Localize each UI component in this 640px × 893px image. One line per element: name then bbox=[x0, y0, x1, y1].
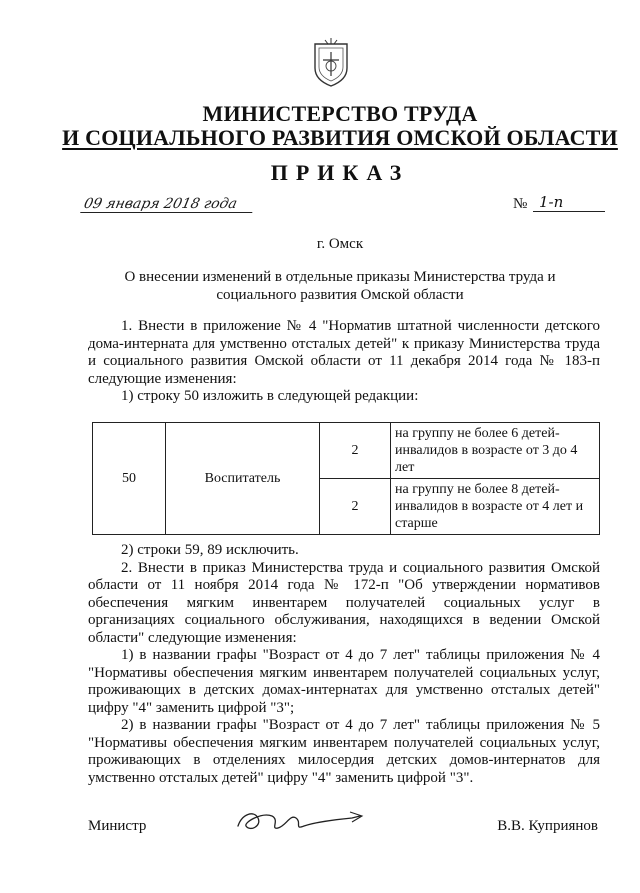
minister-title: Министр bbox=[88, 818, 147, 834]
order-number: 1-п bbox=[533, 193, 605, 212]
signature-icon bbox=[232, 802, 382, 838]
item-2-sub-2: 2) в названии графы "Возраст от 4 до 7 лет" таблицы приложения № 5 "Нормативы обеспечения мягким инвентарем получателей социальных услуг, проживающих в отделениях милосердия детских домов-интернатов для умственно отсталых детей" цифру "4" заменить цифрой "3". bbox=[88, 717, 600, 786]
item-1-sub-2: 2) строки 59, 89 исключить. bbox=[121, 542, 299, 558]
ministry-name-line1: МИНИСТЕРСТВО ТРУДА bbox=[202, 101, 478, 126]
minister-name: В.В. Куприянов bbox=[497, 818, 598, 834]
norm-description-cell: на группу не более 6 детей-инвалидов в возрасте от 3 до 4 лет bbox=[391, 423, 600, 479]
subject-line1: О внесении изменений в отдельные приказы Министерства труда и bbox=[124, 269, 556, 285]
order-title: ПРИКАЗ bbox=[270, 160, 410, 185]
paragraph-2 bbox=[88, 542, 600, 787]
coat-of-arms-icon bbox=[311, 38, 351, 88]
order-number-label: № bbox=[513, 196, 528, 212]
subject-line2: социального развития Омской области bbox=[216, 287, 464, 303]
city: г. Омск bbox=[316, 236, 364, 252]
item-1-sub-1: 1) строку 50 изложить в следующей редакции: bbox=[121, 388, 419, 404]
order-date: 09 января 2018 года bbox=[80, 196, 256, 213]
table-row bbox=[93, 423, 600, 479]
quantity-cell: 2 bbox=[320, 423, 391, 479]
quantity-cell: 2 bbox=[320, 479, 391, 535]
row-number-cell: 50 bbox=[93, 423, 166, 535]
ministry-name-line2: И СОЦИАЛЬНОГО РАЗВИТИЯ ОМСКОЙ ОБЛАСТИ bbox=[62, 125, 618, 150]
order-subject bbox=[100, 268, 580, 304]
item-2-sub-1: 1) в названии графы "Возраст от 4 до 7 лет" таблицы приложения № 4 "Нормативы обеспечения мягким инвентарем получателей социальных услуг, проживающих в детских домах-интернатах для умственно отсталых детей" цифру "4" заменить цифрой "3"; bbox=[88, 647, 600, 716]
position-cell: Воспитатель bbox=[166, 423, 320, 535]
item-2-text: 2. Внести в приказ Министерства труда и социального развития Омской области от 11 ноября 2014 года № 172-п "Об утверждении нормативов обеспечения мягким инвентарем получателей социальных услуг в организациях социального обслуживания, находящихся в ведении Омской области" следующие изменения: bbox=[88, 559, 600, 646]
norm-description-cell: на группу не более 8 детей-инвалидов в возрасте от 4 лет и старше bbox=[391, 479, 600, 535]
item-1-text: 1. Внести в приложение № 4 "Норматив штатной численности детского дома-интерната для умственно отсталых детей" к приказу Министерства труда и социального развития Омской области от 11 декабря 2014 года № 183-п следующие изменения: bbox=[88, 318, 600, 387]
paragraph-1 bbox=[88, 318, 600, 406]
staff-table bbox=[92, 422, 600, 535]
